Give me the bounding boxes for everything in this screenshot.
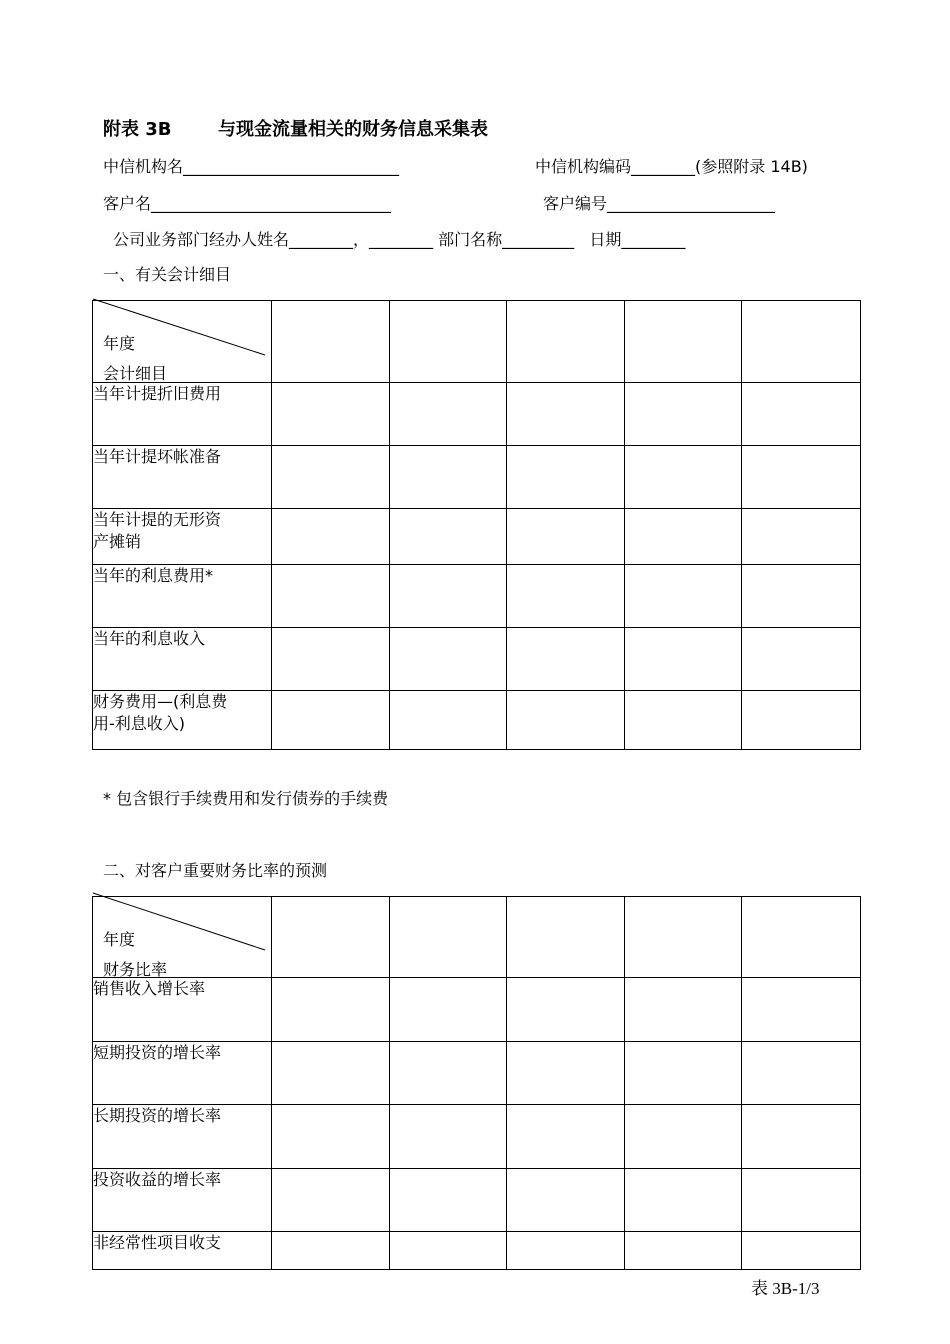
value-cell[interactable] (625, 628, 742, 691)
value-cell[interactable] (507, 509, 625, 565)
value-cell[interactable] (742, 446, 861, 509)
row-label: 销售收入增长率 (93, 978, 272, 1042)
accounting-items-table (92, 300, 861, 750)
year-cell[interactable] (390, 897, 507, 978)
value-cell[interactable] (390, 1105, 507, 1169)
value-cell[interactable] (272, 978, 390, 1042)
year-cell[interactable] (272, 301, 390, 383)
form-code: 附表 3B (103, 119, 172, 140)
value-cell[interactable] (625, 978, 742, 1042)
customer-number-field: 客户编号_____________________ (543, 194, 776, 213)
value-cell[interactable] (507, 628, 625, 691)
value-cell[interactable] (742, 978, 861, 1042)
corner-year-label: 年度 (103, 930, 136, 949)
row-label: 短期投资的增长率 (93, 1042, 272, 1105)
footnote: * 包含银行手续费用和发行债券的手续费 (103, 789, 389, 808)
year-cell[interactable] (390, 301, 507, 383)
year-cell[interactable] (507, 897, 625, 978)
table-header-row (93, 897, 861, 978)
value-cell[interactable] (390, 383, 507, 446)
table-row (93, 509, 861, 565)
value-cell[interactable] (272, 565, 390, 628)
value-cell[interactable] (272, 628, 390, 691)
value-cell[interactable] (625, 383, 742, 446)
value-cell[interactable] (507, 691, 625, 750)
row-label: 财务费用—(利息费 用-利息收入) (93, 691, 272, 750)
year-cell[interactable] (742, 897, 861, 978)
value-cell[interactable] (272, 691, 390, 750)
value-cell[interactable] (625, 446, 742, 509)
corner-header-cell (93, 301, 272, 383)
section2-heading: 二、对客户重要财务比率的预测 (103, 861, 328, 880)
row-label: 长期投资的增长率 (93, 1105, 272, 1169)
corner-header-cell (93, 897, 272, 978)
value-cell[interactable] (390, 691, 507, 750)
value-cell[interactable] (742, 1042, 861, 1105)
row-label: 当年的利息收入 (93, 628, 272, 691)
table-row (93, 1105, 861, 1169)
table-row (93, 565, 861, 628)
financial-ratios-table (92, 896, 861, 1270)
value-cell[interactable] (742, 565, 861, 628)
value-cell[interactable] (625, 1105, 742, 1169)
year-cell[interactable] (272, 897, 390, 978)
page-title: 与现金流量相关的财务信息采集表 (218, 119, 488, 140)
value-cell[interactable] (390, 1232, 507, 1270)
table-row (93, 691, 861, 750)
value-cell[interactable] (272, 509, 390, 565)
value-cell[interactable] (390, 446, 507, 509)
table-row (93, 1169, 861, 1232)
page-number: 表 3B-1/3 (751, 1279, 820, 1298)
value-cell[interactable] (625, 509, 742, 565)
value-cell[interactable] (507, 383, 625, 446)
table-row (93, 1042, 861, 1105)
value-cell[interactable] (507, 1042, 625, 1105)
handler-department-date-line: 公司业务部门经办人姓名________，________ 部门名称_________ 日期________ (113, 230, 686, 249)
year-cell[interactable] (625, 301, 742, 383)
value-cell[interactable] (625, 1042, 742, 1105)
institution-code-field: 中信机构编码________(参照附录 14B) (535, 157, 808, 176)
table-row (93, 628, 861, 691)
year-cell[interactable] (742, 301, 861, 383)
value-cell[interactable] (507, 978, 625, 1042)
row-label: 当年的利息费用* (93, 565, 272, 628)
corner-year-label: 年度 (103, 334, 136, 353)
institution-name-field: 中信机构名___________________________ (103, 157, 400, 176)
value-cell[interactable] (742, 1105, 861, 1169)
value-cell[interactable] (507, 446, 625, 509)
row-label: 投资收益的增长率 (93, 1169, 272, 1232)
value-cell[interactable] (390, 1169, 507, 1232)
customer-name-field: 客户名______________________________ (103, 194, 392, 213)
value-cell[interactable] (272, 1042, 390, 1105)
value-cell[interactable] (390, 509, 507, 565)
value-cell[interactable] (272, 446, 390, 509)
table-row (93, 383, 861, 446)
value-cell[interactable] (272, 1232, 390, 1270)
table-row (93, 978, 861, 1042)
corner-item-label: 会计细目 (103, 364, 168, 383)
row-label: 非经常性项目收支 (93, 1232, 272, 1270)
value-cell[interactable] (742, 1169, 861, 1232)
table-row (93, 446, 861, 509)
value-cell[interactable] (507, 1105, 625, 1169)
value-cell[interactable] (390, 1042, 507, 1105)
value-cell[interactable] (742, 628, 861, 691)
value-cell[interactable] (625, 1232, 742, 1270)
value-cell[interactable] (625, 1169, 742, 1232)
row-label: 当年计提折旧费用 (93, 383, 272, 446)
value-cell[interactable] (507, 1169, 625, 1232)
value-cell[interactable] (742, 509, 861, 565)
value-cell[interactable] (272, 1169, 390, 1232)
table-header-row (93, 301, 861, 383)
value-cell[interactable] (390, 628, 507, 691)
year-cell[interactable] (507, 301, 625, 383)
row-label: 当年计提的无形资 产摊销 (93, 509, 272, 565)
value-cell[interactable] (625, 691, 742, 750)
value-cell[interactable] (507, 1232, 625, 1270)
value-cell[interactable] (742, 1232, 861, 1270)
value-cell[interactable] (272, 1105, 390, 1169)
value-cell[interactable] (625, 565, 742, 628)
corner-ratio-label: 财务比率 (103, 960, 168, 979)
value-cell[interactable] (272, 383, 390, 446)
value-cell[interactable] (742, 383, 861, 446)
year-cell[interactable] (625, 897, 742, 978)
row-label: 当年计提坏帐准备 (93, 446, 272, 509)
value-cell[interactable] (390, 978, 507, 1042)
value-cell[interactable] (507, 565, 625, 628)
section1-heading: 一、有关会计细目 (103, 265, 232, 284)
table-row (93, 1232, 861, 1270)
value-cell[interactable] (390, 565, 507, 628)
value-cell[interactable] (742, 691, 861, 750)
